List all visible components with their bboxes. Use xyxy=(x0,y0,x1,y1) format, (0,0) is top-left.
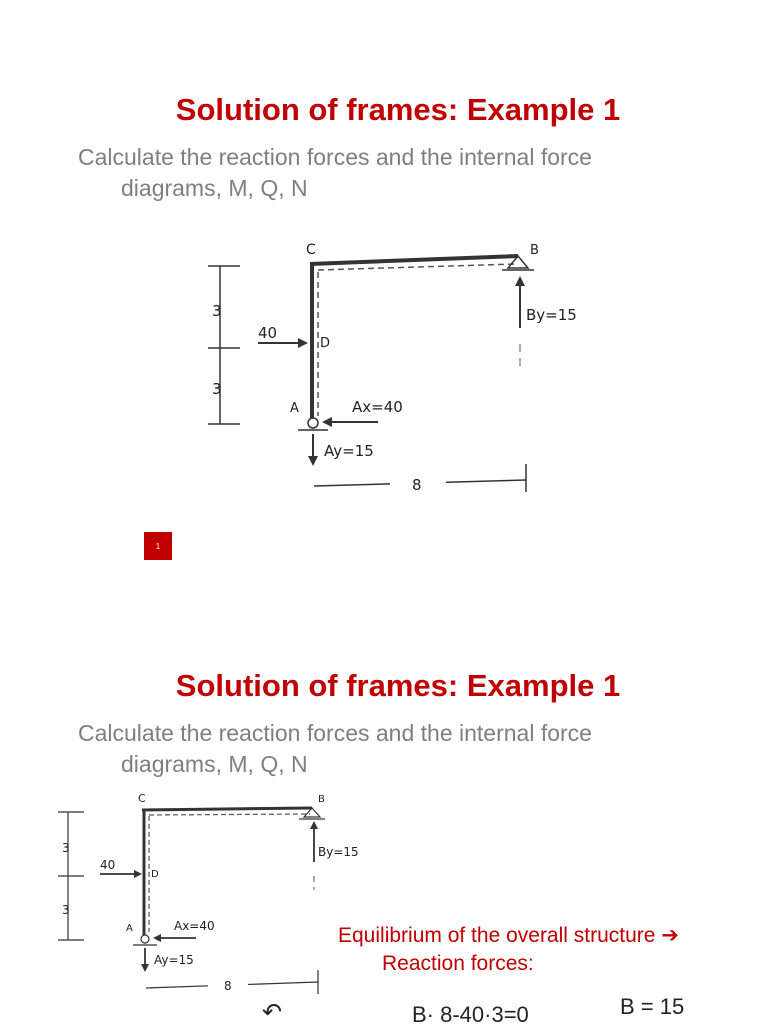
ay-arrow-head xyxy=(141,964,149,972)
beam-cb xyxy=(310,256,518,264)
label-ax: Ax=40 xyxy=(174,919,215,933)
subtitle-line-1: Calculate the reaction forces and the internal force xyxy=(78,144,592,170)
label-span: 8 xyxy=(412,476,422,494)
page-number-badge: 1 xyxy=(144,532,172,560)
by-arrow-head xyxy=(515,276,525,286)
label-load: 40 xyxy=(258,324,278,342)
beam-cb xyxy=(142,808,312,810)
frame-diagram xyxy=(200,236,600,516)
equilibrium-line-2: Reaction forces: xyxy=(382,952,534,975)
label-b: B xyxy=(530,243,539,258)
equilibrium-line-1: Equilibrium of the overall structure ➔ xyxy=(338,924,679,947)
moment-arrow-icon: ↶ xyxy=(262,999,283,1026)
label-ay: Ay=15 xyxy=(324,442,374,460)
subtitle-line-2: diagrams, M, Q, N xyxy=(121,751,308,777)
support-a xyxy=(141,935,149,943)
by-arrow-head xyxy=(310,821,318,829)
slide-title: Solution of frames: Example 1 xyxy=(175,92,621,127)
ax-arrow-head xyxy=(322,417,332,427)
label-load: 40 xyxy=(100,858,116,872)
label-d: D xyxy=(151,869,159,880)
slide-2 xyxy=(0,600,768,1027)
deformed-shape-beam xyxy=(318,264,516,270)
slide-subtitle xyxy=(78,718,718,780)
label-dim-lower: 3 xyxy=(62,903,70,917)
label-dim-upper: 3 xyxy=(212,302,222,320)
deformed-shape-beam xyxy=(149,814,310,815)
label-dim-upper: 3 xyxy=(62,841,70,855)
label-d: D xyxy=(320,336,331,351)
label-a: A xyxy=(126,923,133,934)
label-b: B xyxy=(318,794,325,805)
ay-arrow-head xyxy=(308,456,318,466)
label-dim-lower: 3 xyxy=(212,380,222,398)
load-arrow-head xyxy=(298,338,308,348)
support-a xyxy=(308,418,318,428)
slide-title: Solution of frames: Example 1 xyxy=(175,668,621,703)
frame-diagram xyxy=(56,790,359,1000)
label-c: C xyxy=(138,792,146,805)
label-by: By=15 xyxy=(526,306,577,324)
label-span: 8 xyxy=(224,979,232,993)
load-arrow-head xyxy=(134,870,142,878)
label-ay: Ay=15 xyxy=(154,953,194,967)
ax-arrow-head xyxy=(153,934,161,942)
label-a: A xyxy=(290,401,299,416)
by-result: B = 15 xyxy=(620,994,685,1019)
equilibrium-note xyxy=(338,922,758,978)
subtitle-line-2: diagrams, M, Q, N xyxy=(121,175,308,201)
slide-subtitle xyxy=(78,142,718,204)
label-ax: Ax=40 xyxy=(352,398,403,416)
subtitle-line-1: Calculate the reaction forces and the internal force xyxy=(78,720,592,746)
label-by: By=15 xyxy=(318,845,359,859)
label-c: C xyxy=(306,242,316,258)
equation-text: B· 8-40·3=0 xyxy=(412,1002,529,1027)
